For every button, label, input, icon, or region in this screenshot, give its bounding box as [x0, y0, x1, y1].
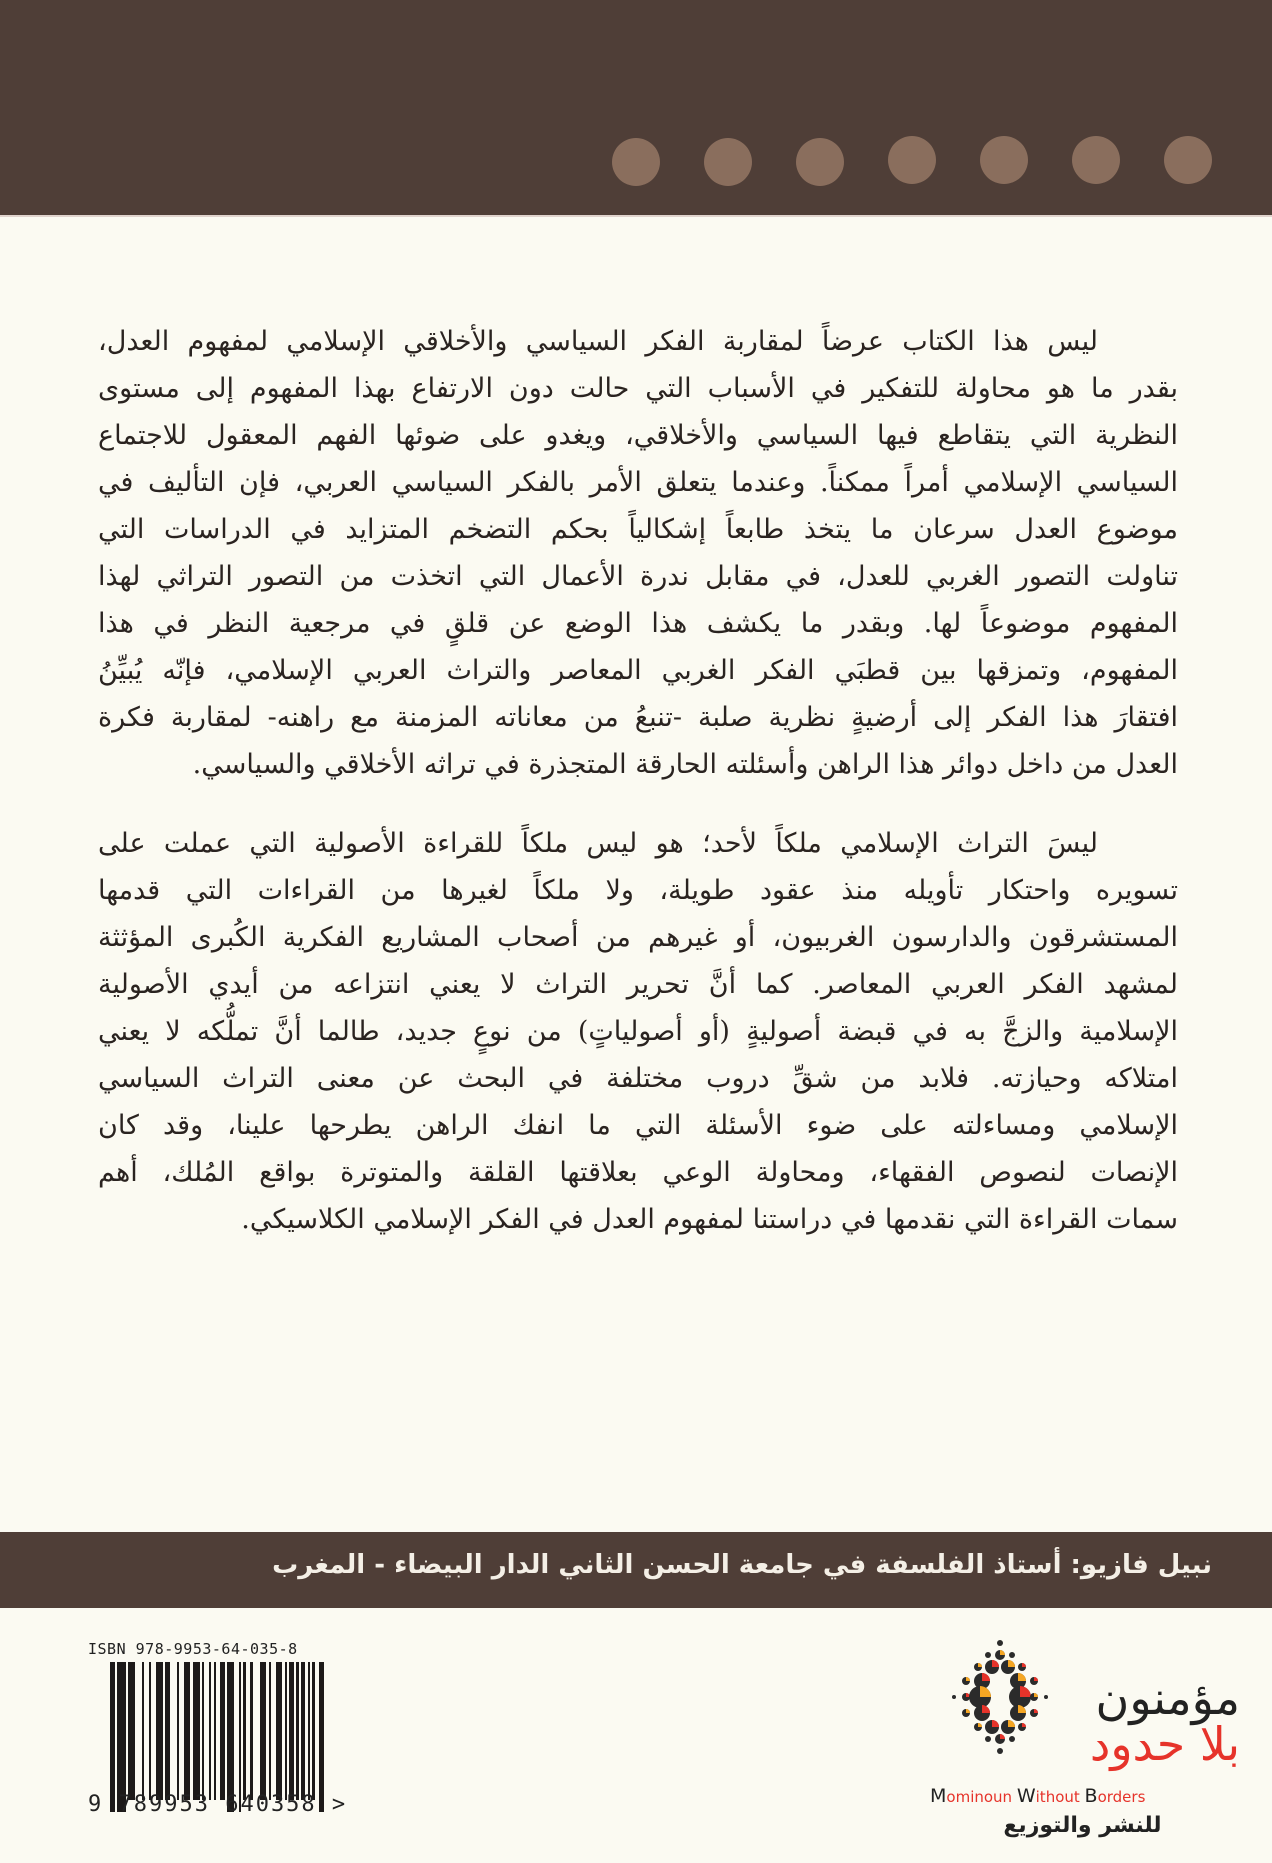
logo-dot-accent: [1022, 1663, 1026, 1667]
blurb-line: افتقارَ هذا الفكر إلى أرضيةٍ نظرية صلبة -تنبعُ من معاناته المزمنة مع راهنه- لمقاربة فكرة: [98, 702, 1178, 733]
logo-dot-accent: [1008, 1720, 1015, 1727]
logo-dot-accent: [980, 1686, 991, 1697]
barcode-bar: [193, 1662, 200, 1800]
logo-dot-accent: [1000, 1650, 1005, 1655]
logo-dot-accent: [982, 1673, 990, 1681]
blurb-line: الإنصات لنصوص الفقهاء، ومحاولة الوعي بعلاقتها القلقة والمتوترة بواقع المُلك، أهم: [98, 1157, 1178, 1188]
barcode-bar: [220, 1662, 225, 1800]
ean-digits: 9 789953 640358 >: [88, 1792, 348, 1817]
blurb-line: سمات القراءة التي نقدمها في دراستنا لمفهوم العدل في الفكر الإسلامي الكلاسيكي.: [241, 1204, 1178, 1235]
barcode-bar: [142, 1662, 144, 1800]
blurb-line: العدل من داخل دوائر هذا الراهن وأسئلته الحارقة المتجذرة في تراثه الأخلاقي والسياسي.: [192, 749, 1178, 780]
logo-dot-accent: [1034, 1693, 1038, 1697]
blurb-line: بقدر ما هو محاولة للتفكير في الأسباب التي حالت دون الارتفاع بهذا المفهوم إلى مستوى: [98, 373, 1178, 404]
logo-dot-accent: [1034, 1709, 1038, 1713]
barcode-bar: [177, 1662, 179, 1800]
barcode-bar: [319, 1662, 324, 1812]
barcode-bar: [117, 1662, 126, 1812]
logo-dot-accent: [978, 1723, 982, 1727]
barcode-bar: [276, 1662, 283, 1800]
blurb-paragraph: [98, 318, 1178, 788]
barcode-bar: [260, 1662, 267, 1800]
logo-dot: [985, 1736, 991, 1742]
logo-dot: [997, 1640, 1003, 1646]
back-cover-blurb: [98, 318, 1178, 1243]
logo-dot-accent: [966, 1677, 970, 1681]
barcode-bar: [285, 1662, 287, 1800]
decorative-dot: [704, 138, 752, 186]
blurb-line: موضوع العدل سرعان ما يتخذ طابعاً إشكالياً بحكم التضخم المتزايد في الدراسات التي: [98, 514, 1178, 545]
blurb-line: السياسي الإسلامي أمراً ممكناً. وعندما يتعلق الأمر بالفكر السياسي العربي، فإن التأليف في: [98, 467, 1178, 498]
barcode-bar: [165, 1662, 170, 1800]
logo-dot: [997, 1748, 1003, 1754]
barcode-bar: [214, 1662, 216, 1800]
decorative-dot: [1072, 136, 1120, 184]
barcode-bar: [239, 1662, 241, 1812]
blurb-line: لمشهد الفكر العربي المعاصر. كما أنَّ تحرير التراث لا يعني انتزاعه من أيدي الأصولية: [98, 969, 1178, 1000]
decorative-dot: [1164, 136, 1212, 184]
logo-dot-accent: [1008, 1660, 1015, 1667]
decorative-dot: [980, 136, 1028, 184]
barcode-bar: [209, 1662, 211, 1800]
decorative-dots: [0, 136, 1272, 186]
publisher-logo: [930, 1635, 1240, 1838]
blurb-line: تسويره واحتكار تأويله منذ عقود طويلة، ولا ملكاً لغيرها من القراءات التي قدمها: [98, 875, 1178, 906]
logo-dot-accent: [1020, 1686, 1031, 1697]
decorative-dot: [796, 138, 844, 186]
logo-dot-accent: [1018, 1673, 1026, 1681]
barcode-bar: [301, 1662, 306, 1800]
barcode-bar: [312, 1662, 314, 1800]
logo-dot-accent: [992, 1720, 999, 1727]
logo-dot: [1009, 1652, 1015, 1658]
blurb-line: المفهوم موضوعاً لها. وبقدر ما يكشف هذا الوضع عن قلقٍ في مرجعية النظر في هذا: [98, 608, 1178, 639]
blurb-line: المفهوم، وتمزقها بين قطبَي الفكر الغربي المعاصر والتراث العربي الإسلامي، فإنّه يُبيِّنُ: [98, 655, 1178, 686]
blurb-line: الإسلامي ومساءلته على ضوء الأسئلة التي ما انفك الراهن يطرحها علينا، وقد كان: [98, 1110, 1178, 1141]
blurb-line: النظرية التي يتقاطع فيها السياسي والأخلاقي، ويغدو على ضوئها الفهم المعقول للاجتماع: [98, 420, 1178, 451]
decorative-dot: [888, 136, 936, 184]
logo-dot-accent: [1000, 1734, 1005, 1739]
logo-dot-accent: [982, 1705, 990, 1713]
blurb-line: الإسلامية والزجَّ به في قبضة أصوليةٍ (أو أصولياتٍ) من نوعٍ جديد، طالما أنَّ تملُّكه لا يعني: [98, 1016, 1178, 1047]
publisher-name-arabic-line1: مؤمنون: [1095, 1671, 1240, 1725]
isbn-label: ISBN 978-9953-64-035-8: [88, 1640, 298, 1658]
author-band: [0, 1532, 1272, 1608]
blurb-line: ليسَ التراث الإسلامي ملكاً لأحد؛ هو ليس ملكاً للقراءة الأصولية التي عملت على: [98, 828, 1098, 859]
barcode-bar: [289, 1662, 294, 1800]
barcode-bar: [128, 1662, 135, 1800]
logo-dot: [952, 1695, 956, 1699]
blurb-line: ليس هذا الكتاب عرضاً لمقاربة الفكر السياسي والأخلاقي الإسلامي لمفهوم العدل،: [98, 326, 1098, 357]
logo-dot-accent: [992, 1660, 999, 1667]
decorative-dot: [612, 138, 660, 186]
publisher-tagline: للنشر والتوزيع: [1003, 1813, 1162, 1838]
logo-dot: [1009, 1736, 1015, 1742]
logo-dot-accent: [966, 1709, 970, 1713]
barcode-bar: [156, 1662, 163, 1800]
barcode-bar: [269, 1662, 271, 1800]
blurb-line: امتلاكه وحيازته. فلابد من شقِّ دروب مختلفة في البحث عن معنى التراث السياسي: [98, 1063, 1178, 1094]
logo-dot: [1044, 1695, 1048, 1699]
barcode-bar: [250, 1662, 252, 1800]
barcode-bar: [110, 1662, 115, 1812]
top-color-band: [0, 0, 1272, 215]
blurb-paragraph: [98, 820, 1178, 1243]
band-divider: [0, 215, 1272, 217]
logo-dot-accent: [1034, 1677, 1038, 1681]
publisher-name-english: Mominoun Without Borders: [930, 1785, 1146, 1807]
logo-dot-accent: [1022, 1723, 1026, 1727]
barcode-bar: [184, 1662, 191, 1800]
barcode-bar: [296, 1662, 298, 1800]
publisher-name-arabic-line2: بلا حدود: [1089, 1717, 1240, 1771]
barcode-bar: [243, 1662, 245, 1800]
isbn-barcode: [88, 1640, 350, 1820]
barcode-bar: [308, 1662, 310, 1800]
author-bio: نبيل فازيو: أستاذ الفلسفة في جامعة الحسن الثاني الدار البيضاء - المغرب: [272, 1550, 1212, 1580]
barcode-bar: [202, 1662, 204, 1800]
dotted-diamond-logo-icon: [930, 1635, 1070, 1775]
barcode-bar: [149, 1662, 151, 1800]
barcode-bar: [227, 1662, 234, 1812]
logo-dot: [985, 1652, 991, 1658]
logo-dot-accent: [978, 1663, 982, 1667]
blurb-line: تناولت التصور الغربي للعدل، في مقابل ندرة الأعمال التي اتخذت من التصور التراثي لهذا: [98, 561, 1178, 592]
blurb-line: المستشرقون والدارسون الغربيون، أو غيرهم من أصحاب المشاريع الفكرية الكُبرى المؤثثة: [98, 922, 1178, 953]
barcode-bars: [110, 1662, 330, 1812]
